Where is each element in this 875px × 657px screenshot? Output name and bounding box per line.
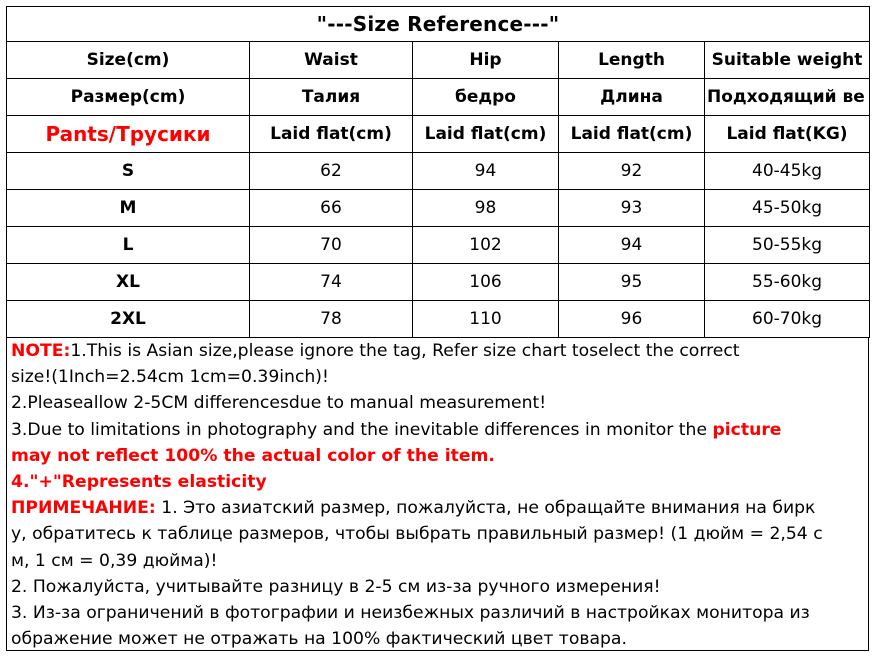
note-line-3: 2.Pleaseallow 2-5CM differencesdue to manual measurement! xyxy=(11,393,547,414)
header-hip: Hip xyxy=(413,42,559,79)
chart-title: "---Size Reference---" xyxy=(7,7,870,42)
header-row-flat xyxy=(7,116,870,153)
header-waist-ru: Талия xyxy=(250,79,413,116)
note-line-10: 2. Пожалуйста, учитывайте разницу в 2-5 см из-за ручного измерения! xyxy=(11,576,661,597)
note-line-8: у, обратитесь к таблице размеров, чтобы выбрать правильный размер! (1 дюйм = 2,54 с xyxy=(11,524,823,545)
size-table xyxy=(6,6,870,338)
length-cell: 94 xyxy=(559,227,705,264)
hip-cell: 102 xyxy=(413,227,559,264)
length-cell: 92 xyxy=(559,153,705,190)
size-cell: XL xyxy=(7,264,250,301)
waist-cell: 74 xyxy=(250,264,413,301)
waist-cell: 78 xyxy=(250,301,413,338)
table-row xyxy=(7,301,870,338)
note-1-text: 1.This is Asian size,please ignore the tag, Refer size chart toselect the correct xyxy=(70,341,740,361)
flat-weight: Laid flat(KG) xyxy=(705,116,870,153)
waist-cell: 62 xyxy=(250,153,413,190)
ru-note-label: ПРИМЕЧАНИЕ: xyxy=(11,498,156,519)
size-cell: L xyxy=(7,227,250,264)
note-label: NOTE: xyxy=(11,341,71,361)
flat-hip: Laid flat(cm) xyxy=(413,116,559,153)
length-cell: 93 xyxy=(559,190,705,227)
note-line-6: 4."+"Represents elasticity xyxy=(11,472,267,493)
header-hip-ru: бедро xyxy=(413,79,559,116)
flat-length: Laid flat(cm) xyxy=(559,116,705,153)
waist-cell: 70 xyxy=(250,227,413,264)
flat-waist: Laid flat(cm) xyxy=(250,116,413,153)
waist-cell: 66 xyxy=(250,190,413,227)
header-size: Size(cm) xyxy=(7,42,250,79)
hip-cell: 110 xyxy=(413,301,559,338)
header-weight: Suitable weight xyxy=(705,42,870,79)
weight-cell: 55-60kg xyxy=(705,264,870,301)
weight-cell: 60-70kg xyxy=(705,301,870,338)
title-row xyxy=(7,7,870,42)
note-3-red: picture xyxy=(712,419,782,440)
size-cell: 2XL xyxy=(7,301,250,338)
size-cell: M xyxy=(7,190,250,227)
note-3-text: 3.Due to limitations in photography and the inevitable differences in monitor the xyxy=(11,419,713,440)
note-line-12: ображение может не отражать на 100% фактический цвет товара. xyxy=(11,629,627,650)
table-row xyxy=(7,264,870,301)
hip-cell: 106 xyxy=(413,264,559,301)
header-length: Length xyxy=(559,42,705,79)
notes-panel xyxy=(6,338,869,651)
size-cell: S xyxy=(7,153,250,190)
header-weight-ru: Подходящий ве xyxy=(705,79,870,116)
note-line-1 xyxy=(11,338,868,364)
table-row xyxy=(7,227,870,264)
weight-cell: 45-50kg xyxy=(705,190,870,227)
note-line-9: м, 1 см = 0,39 дюйма)! xyxy=(11,550,218,571)
length-cell: 95 xyxy=(559,264,705,301)
note-line-11: 3. Из-за ограничений в фотографии и неизбежных различий в настройках монитора из xyxy=(11,603,810,624)
header-length-ru: Длина xyxy=(559,79,705,116)
weight-cell: 40-45kg xyxy=(705,153,870,190)
note-line-7 xyxy=(11,495,868,521)
length-cell: 96 xyxy=(559,301,705,338)
header-row-en xyxy=(7,42,870,79)
header-waist: Waist xyxy=(250,42,413,79)
header-size-ru: Размер(cm) xyxy=(7,79,250,116)
note-line-2: size!(1Inch=2.54cm 1cm=0.39inch)! xyxy=(11,367,329,388)
table-row xyxy=(7,190,870,227)
header-row-ru xyxy=(7,79,870,116)
table-row xyxy=(7,153,870,190)
ru-note-1a: 1. Это азиатский размер, пожалуйста, не обращайте внимания на бирк xyxy=(155,498,816,519)
note-line-5: may not reflect 100% the actual color of the item. xyxy=(11,445,495,466)
note-line-4 xyxy=(11,417,868,443)
hip-cell: 98 xyxy=(413,190,559,227)
hip-cell: 94 xyxy=(413,153,559,190)
pants-label: Pants/Трусики xyxy=(7,116,250,153)
weight-cell: 50-55kg xyxy=(705,227,870,264)
